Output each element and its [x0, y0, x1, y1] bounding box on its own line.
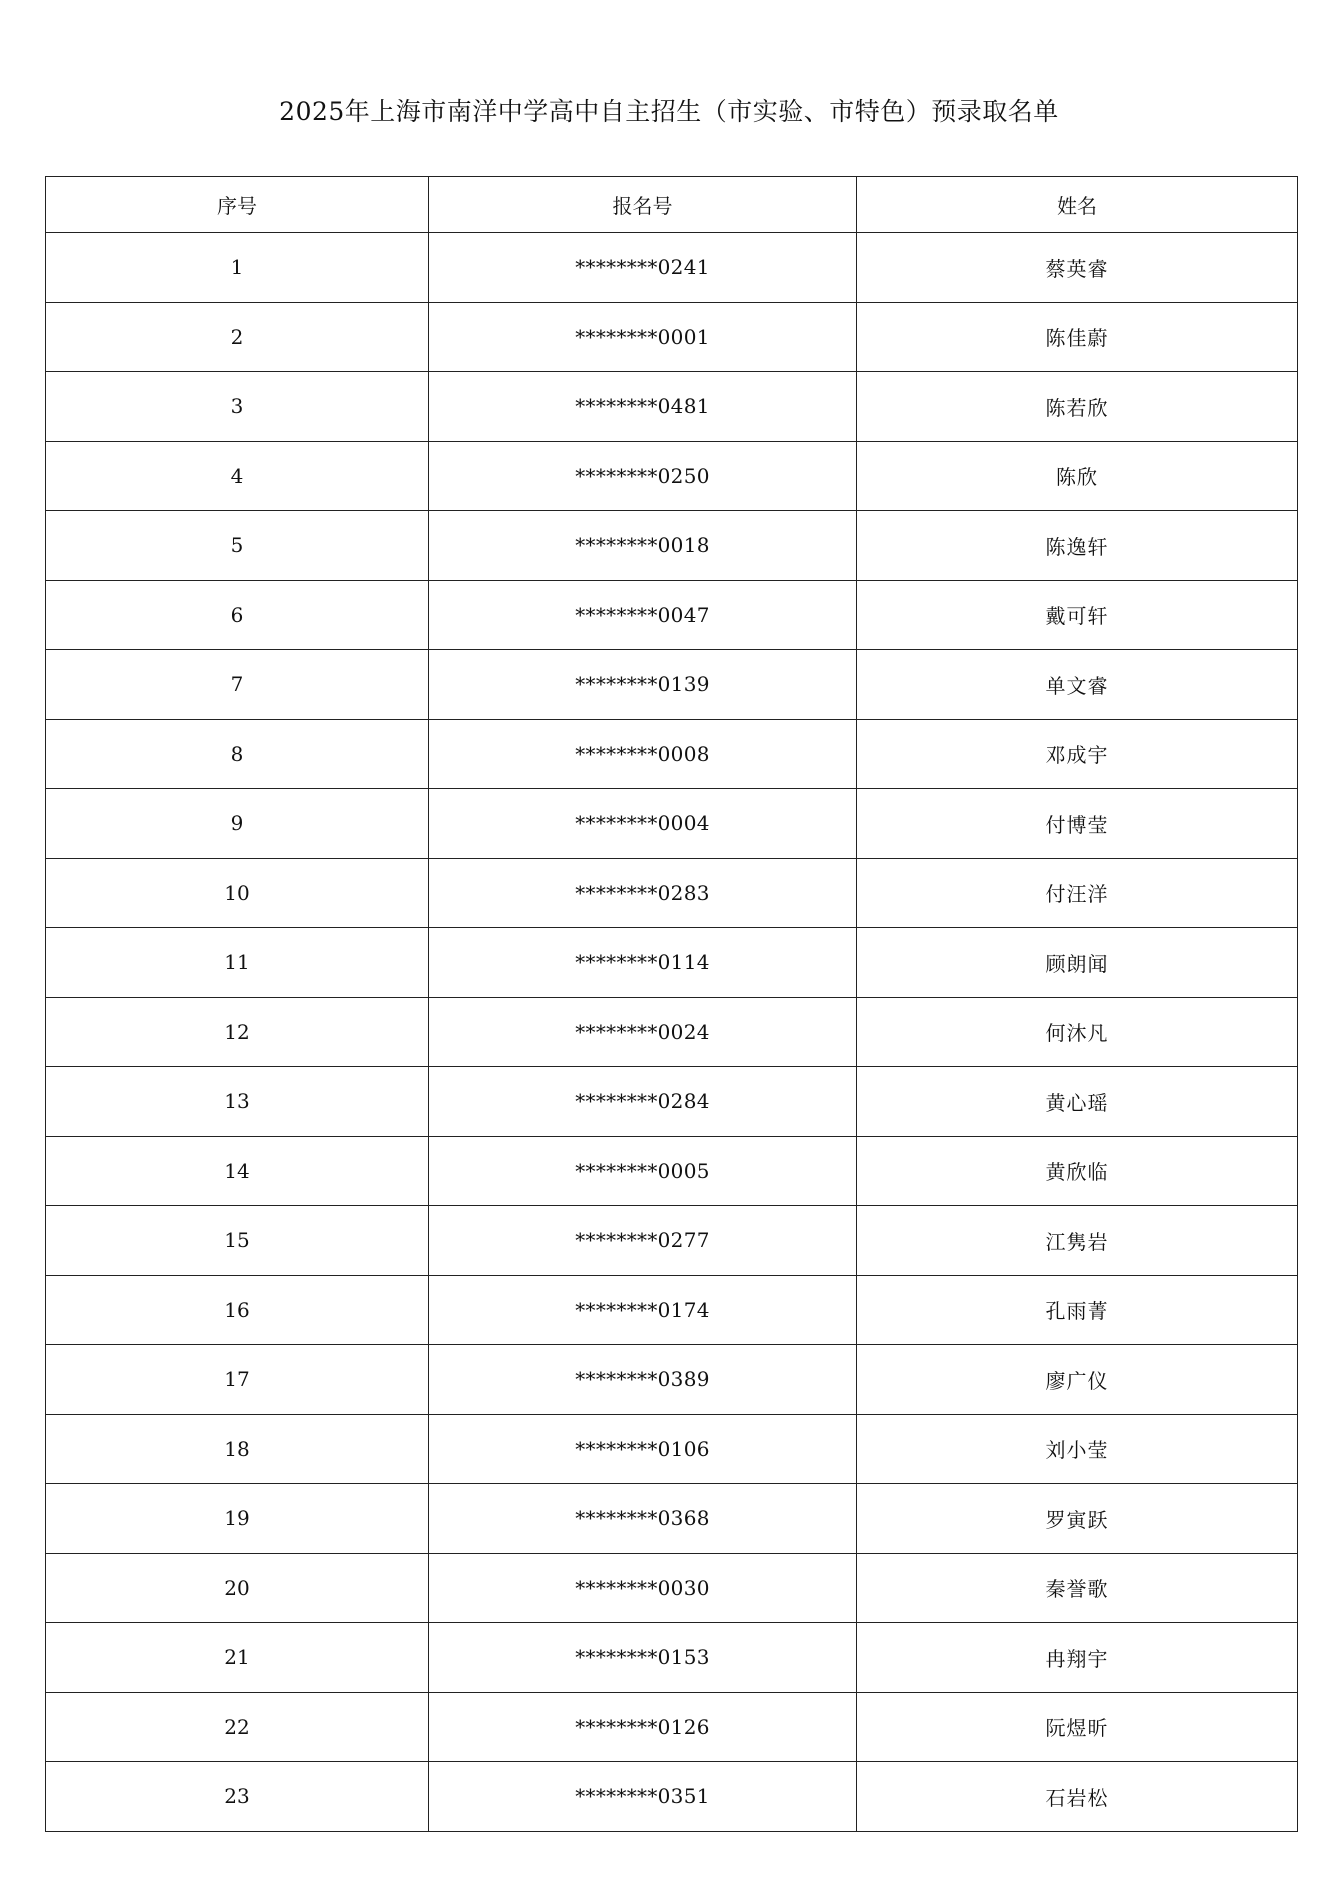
seq-cell: 1 [46, 233, 429, 303]
seq-cell: 15 [46, 1206, 429, 1276]
seq-cell: 16 [46, 1275, 429, 1345]
table-row [46, 233, 1298, 303]
registration-number-cell: ********0283 [429, 858, 857, 928]
registration-number-cell: ********0024 [429, 997, 857, 1067]
student-name-cell: 江隽岩 [857, 1206, 1298, 1276]
student-name-cell: 付汪洋 [857, 858, 1298, 928]
table-row [46, 858, 1298, 928]
registration-number-cell: ********0018 [429, 511, 857, 581]
registration-number-cell: ********0174 [429, 1275, 857, 1345]
table-row [46, 997, 1298, 1067]
registration-number-cell: ********0284 [429, 1067, 857, 1137]
registration-number-cell: ********0001 [429, 302, 857, 372]
table-row [46, 928, 1298, 998]
table-body [46, 233, 1298, 1832]
seq-cell: 8 [46, 719, 429, 789]
registration-number-cell: ********0047 [429, 580, 857, 650]
student-name-cell: 秦誉歌 [857, 1553, 1298, 1623]
seq-cell: 7 [46, 650, 429, 720]
registration-number-cell: ********0008 [429, 719, 857, 789]
student-name-cell: 陈佳蔚 [857, 302, 1298, 372]
table-row [46, 1136, 1298, 1206]
student-name-cell: 黄欣临 [857, 1136, 1298, 1206]
student-name-cell: 付博莹 [857, 789, 1298, 859]
student-name-cell: 陈欣 [857, 441, 1298, 511]
seq-cell: 9 [46, 789, 429, 859]
seq-cell: 21 [46, 1623, 429, 1693]
student-name-cell: 顾朗闻 [857, 928, 1298, 998]
registration-number-cell: ********0481 [429, 372, 857, 442]
table-row [46, 580, 1298, 650]
table-row [46, 1414, 1298, 1484]
registration-number-cell: ********0030 [429, 1553, 857, 1623]
seq-cell: 6 [46, 580, 429, 650]
student-name-cell: 陈若欣 [857, 372, 1298, 442]
page-title: 2025年上海市南洋中学高中自主招生（市实验、市特色）预录取名单 [279, 97, 1059, 126]
registration-number-cell: ********0005 [429, 1136, 857, 1206]
table-row [46, 1553, 1298, 1623]
student-name-cell: 单文睿 [857, 650, 1298, 720]
table-row [46, 1762, 1298, 1832]
column-header-reg: 报名号 [429, 177, 857, 233]
column-header-seq: 序号 [46, 177, 429, 233]
registration-number-cell: ********0153 [429, 1623, 857, 1693]
registration-number-cell: ********0250 [429, 441, 857, 511]
seq-cell: 19 [46, 1484, 429, 1554]
table-row [46, 1623, 1298, 1693]
student-name-cell: 戴可轩 [857, 580, 1298, 650]
seq-cell: 22 [46, 1692, 429, 1762]
admission-list-table [45, 176, 1298, 1832]
student-name-cell: 黄心瑶 [857, 1067, 1298, 1137]
table-row [46, 1345, 1298, 1415]
table-row [46, 650, 1298, 720]
seq-cell: 17 [46, 1345, 429, 1415]
registration-number-cell: ********0004 [429, 789, 857, 859]
seq-cell: 14 [46, 1136, 429, 1206]
student-name-cell: 陈逸轩 [857, 511, 1298, 581]
seq-cell: 3 [46, 372, 429, 442]
seq-cell: 5 [46, 511, 429, 581]
student-name-cell: 石岩松 [857, 1762, 1298, 1832]
registration-number-cell: ********0241 [429, 233, 857, 303]
seq-cell: 11 [46, 928, 429, 998]
table-row [46, 1067, 1298, 1137]
registration-number-cell: ********0389 [429, 1345, 857, 1415]
table-row [46, 719, 1298, 789]
table-header-row [46, 177, 1298, 233]
table-row [46, 1275, 1298, 1345]
table-header [46, 177, 1298, 233]
student-name-cell: 廖广仪 [857, 1345, 1298, 1415]
table-row [46, 789, 1298, 859]
student-name-cell: 罗寅跃 [857, 1484, 1298, 1554]
seq-cell: 4 [46, 441, 429, 511]
seq-cell: 23 [46, 1762, 429, 1832]
registration-number-cell: ********0277 [429, 1206, 857, 1276]
seq-cell: 12 [46, 997, 429, 1067]
student-name-cell: 蔡英睿 [857, 233, 1298, 303]
table-row [46, 372, 1298, 442]
table-row [46, 441, 1298, 511]
table-row [46, 1692, 1298, 1762]
student-name-cell: 刘小莹 [857, 1414, 1298, 1484]
registration-number-cell: ********0351 [429, 1762, 857, 1832]
registration-number-cell: ********0106 [429, 1414, 857, 1484]
table-row [46, 1484, 1298, 1554]
student-name-cell: 冉翔宇 [857, 1623, 1298, 1693]
registration-number-cell: ********0139 [429, 650, 857, 720]
table-row [46, 511, 1298, 581]
seq-cell: 10 [46, 858, 429, 928]
registration-number-cell: ********0126 [429, 1692, 857, 1762]
seq-cell: 13 [46, 1067, 429, 1137]
seq-cell: 18 [46, 1414, 429, 1484]
column-header-name: 姓名 [857, 177, 1298, 233]
seq-cell: 20 [46, 1553, 429, 1623]
registration-number-cell: ********0368 [429, 1484, 857, 1554]
student-name-cell: 邓成宇 [857, 719, 1298, 789]
seq-cell: 2 [46, 302, 429, 372]
registration-number-cell: ********0114 [429, 928, 857, 998]
student-name-cell: 孔雨菁 [857, 1275, 1298, 1345]
student-name-cell: 阮煜昕 [857, 1692, 1298, 1762]
table-row [46, 302, 1298, 372]
student-name-cell: 何沐凡 [857, 997, 1298, 1067]
table-row [46, 1206, 1298, 1276]
